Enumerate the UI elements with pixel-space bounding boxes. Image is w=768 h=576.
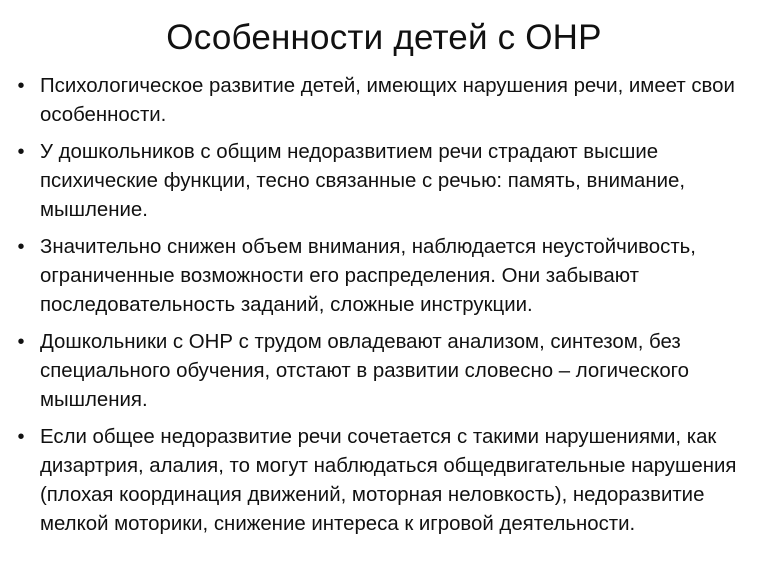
slide-title: Особенности детей с ОНР <box>166 18 602 57</box>
bullet-dot-icon: • <box>17 141 25 163</box>
bullet-item <box>12 72 752 130</box>
bullet-dot-icon: • <box>17 331 25 353</box>
bullet-item <box>12 233 752 320</box>
bullet-item <box>12 423 752 539</box>
bullet-item <box>12 138 752 225</box>
bullet-text: Психологическое развитие детей, имеющих нарушения речи, имеет свои особенности. <box>40 75 735 126</box>
bullet-list <box>12 72 752 547</box>
bullet-dot-icon: • <box>17 236 25 258</box>
bullet-text: Дошкольники с ОНР с трудом овладевают анализом, синтезом, без специального обучения, отстают в развитии словесно – логического мышления. <box>40 331 690 411</box>
bullet-dot-icon: • <box>17 75 25 97</box>
bullet-dot-icon: • <box>17 426 25 448</box>
bullet-text: Если общее недоразвитие речи сочетается с такими нарушениями, как дизартрия, алалия, то могут наблюдаться общедвигательные нарушения (плохая координация движений, моторная неловкость), недоразвитие мелкой моторики, снижение интереса к игровой деятельности. <box>40 426 737 535</box>
bullet-item <box>12 328 752 415</box>
bullet-text: Значительно снижен объем внимания, наблюдается неустойчивость, ограниченные возможности его распределения. Они забывают последовательность заданий, сложные инструкции. <box>40 236 696 316</box>
bullet-text: У дошкольников с общим недоразвитием речи страдают высшие психические функции, тесно связанные с речью: память, внимание, мышление. <box>40 141 685 221</box>
